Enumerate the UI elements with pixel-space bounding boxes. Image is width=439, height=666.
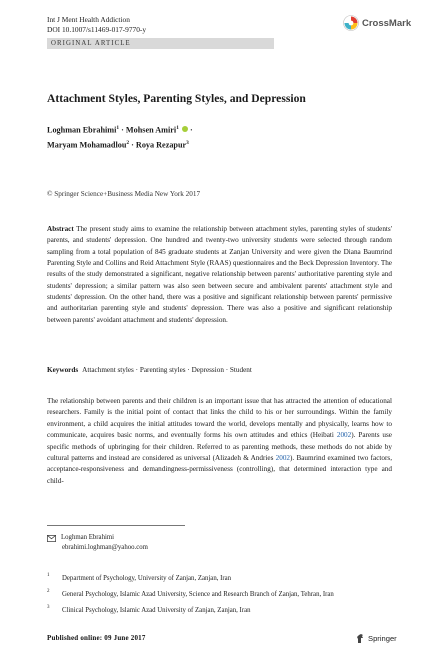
journal-header [47, 15, 146, 35]
publisher-name: Springer [368, 634, 397, 643]
keywords-label: Keywords [47, 366, 79, 374]
author-name[interactable]: Roya Rezapur [135, 140, 187, 150]
author-name[interactable]: Mohsen Amiri [125, 125, 177, 135]
journal-name: Int J Ment Health Addiction [47, 15, 130, 24]
keyword: Student [229, 366, 252, 374]
keyword: Parenting styles [139, 366, 186, 374]
article-title: Attachment Styles, Parenting Styles, and Depression [47, 92, 306, 105]
correspondence [47, 533, 148, 553]
author-affil-ref: 3 [186, 139, 189, 146]
doi: DOI 10.1007/s11469-017-9770-y [47, 25, 147, 34]
citation-link[interactable]: 2002 [336, 431, 352, 440]
footnote-separator [47, 525, 185, 526]
body-paragraph: The relationship between parents and their children is an important issue that has attracted the attention of educational researchers. Family is the initial point of contact that links the child to his or her surroundings. Within the family environment, a child acquires the initial attitudes toward the world, develops mentally and physically, learns how to communicate, acquires basic norms, and eventually forms his own attitudes and ethics (Heibati 2002). Parents use specific methods of upbringing for their children. Referred to as parenting methods, these methods do not abide by cultural patterns and instead are considered as universal (Alizadeh & Andries 2002). Baumrind examined two factors, acceptance-responsiveness and demandingness-permissiveness (controlling), that determined interaction type and child- [47, 397, 392, 485]
article-type: ORIGINAL ARTICLE [51, 39, 131, 47]
citation-link[interactable]: 2002 [275, 454, 291, 463]
author-name[interactable]: Loghman Ebrahimi [47, 125, 117, 135]
springer-logo [356, 633, 397, 644]
abstract [47, 224, 392, 326]
springer-horse-icon [356, 633, 365, 644]
keyword: Attachment styles [82, 366, 134, 374]
crossmark-label: CrossMark [362, 17, 412, 29]
published-date: Published online: 09 June 2017 [47, 634, 146, 642]
author-affil-ref: 1 [176, 125, 179, 131]
author-affil-ref: 2 [126, 139, 130, 146]
author-list: Loghman Ebrahimi$^1$ · Mohsen Amiri$^1$ · Maryam Mohamadlou$^2$ · Roya Rezapur$^3$ [47, 125, 193, 150]
author-affil-ref: 1 [116, 125, 120, 131]
correspondence-email[interactable]: ebrahimi.loghman@yahoo.com [62, 544, 148, 551]
crossmark-badge[interactable] [343, 15, 411, 31]
keywords: Keywords Attachment styles · Parenting styles · Depression · Student [47, 366, 252, 374]
abstract-label: Abstract [47, 225, 74, 233]
author-name[interactable]: Maryam Mohamadlou [47, 140, 127, 150]
copyright-notice: © Springer Science+Business Media New York 2017 [47, 190, 201, 198]
correspondence-name: Loghman Ebrahimi [61, 534, 115, 541]
envelope-icon [47, 535, 56, 542]
abstract-text: The present study aims to examine the relationship between attachment styles, parenting styles of students' parents, and students' depression. One hundred and twenty-two university students were selected through random sampling from a total population of 845 graduate students at Zanjan University and were given the Diana Baumrind Parenting Style and Collins and Reid Attachment Style (RAAS) questionnaires and the Beck Depression Inventory. The results of the study demonstrated a significant, negative relationship between parents' authoritative parenting style and students' depression; a similar pattern was also seen between secure and ambivalent parents' attachment style and students' depression. On the other hand, there was a positive and significant relationship between parents' permissive and authoritarian parenting style and students' depression. There was also a positive and significant relationship between parents' avoidant attachment and students' depression. [47, 225, 393, 324]
crossmark-icon [343, 15, 359, 31]
keyword: Depression [191, 366, 224, 374]
